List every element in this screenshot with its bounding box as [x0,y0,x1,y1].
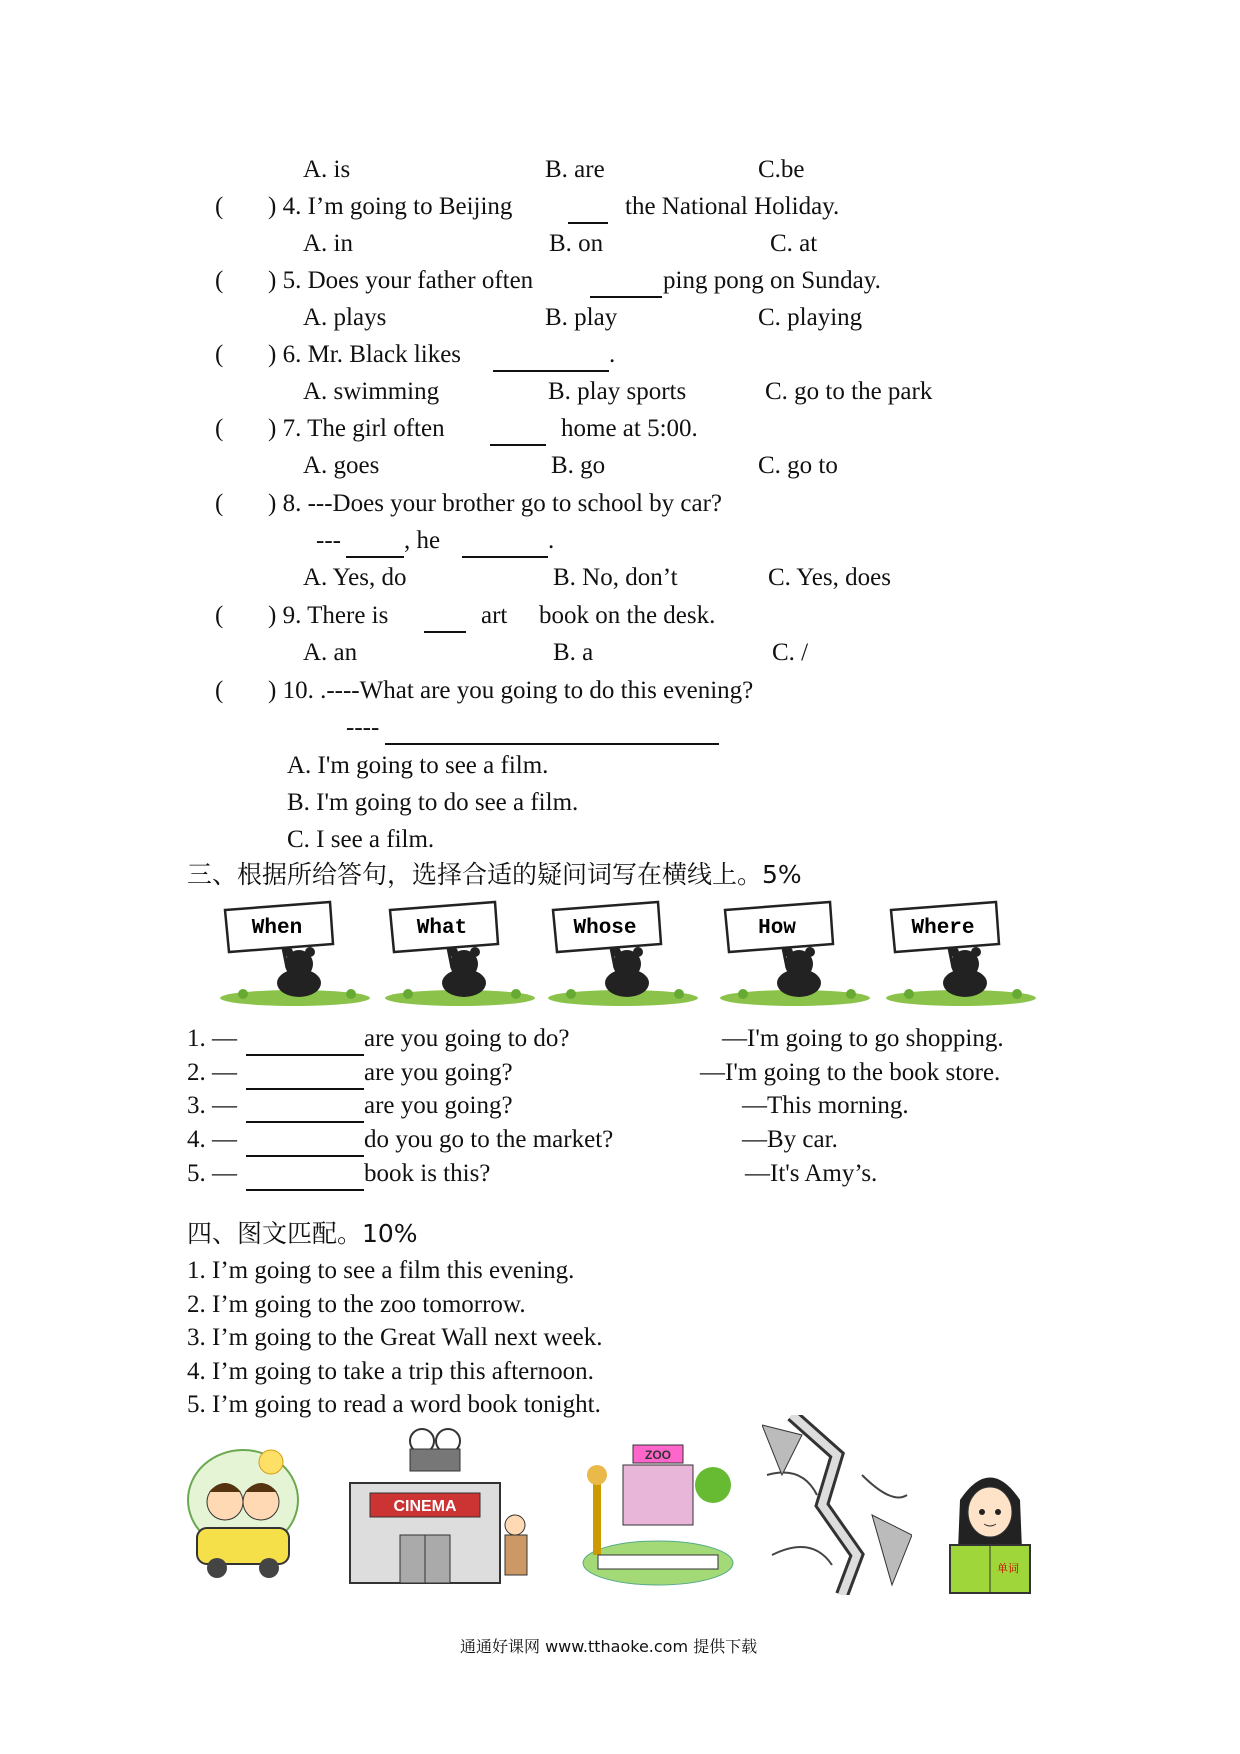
s3-item-number: 4. — [187,1126,237,1153]
q4-blank[interactable] [568,200,608,224]
q5-option-b: B. play [545,304,618,331]
s3-item-number: 2. — [187,1059,237,1086]
q9-stem: ) 9. There is [268,602,389,629]
q9-option-b: B. a [553,639,594,666]
q6-option-c: C. go to the park [765,378,933,405]
q9-paren: ( [215,602,224,629]
q8-option-c: C. Yes, does [768,564,891,591]
great-wall-picture [762,1415,912,1595]
cinema-sign-text: CINEMA [393,1498,457,1515]
trip-car-picture [183,1440,303,1590]
s3-item-blank[interactable] [246,1167,364,1191]
q6-option-a: A. swimming [303,378,440,405]
q8-answer-mid: , he [404,527,441,554]
girl-reading-picture [940,1460,1040,1595]
q10-option-a: A. I'm going to see a film. [287,752,549,779]
q8-stem: ) 8. ---Does your brother go to school by car? [268,490,723,517]
q7-stem-end: home at 5:00. [561,415,698,442]
s3-item-number: 5. — [187,1160,237,1187]
q5-blank[interactable] [590,274,662,298]
q9-option-c: C. / [772,639,809,666]
q4-stem: ) 4. I’m going to Beijing [268,193,513,220]
q6-blank[interactable] [493,348,609,372]
q8-blank-2[interactable] [462,534,548,558]
sign-when [215,898,375,1008]
q7-paren: ( [215,415,224,442]
q5-option-a: A. plays [303,304,387,331]
q7-stem: ) 7. The girl often [268,415,445,442]
q4-stem-end: the National Holiday. [625,193,840,220]
s3-item-answer: —By car. [742,1126,838,1153]
sign-label: How [758,917,796,940]
q10-blank[interactable] [385,721,719,745]
q4-option-a: A. in [303,230,353,257]
q5-option-c: C. playing [758,304,863,331]
s3-item-number: 3. — [187,1092,237,1119]
q10-answer-prefix: ---- [346,714,380,741]
q8-answer-end: . [548,527,555,554]
q8-answer-prefix: --- [316,527,341,554]
q8-option-a: A. Yes, do [303,564,407,591]
s3-item-blank[interactable] [246,1133,364,1157]
q4-option-c: C. at [770,230,818,257]
q10-option-b: B. I'm going to do see a film. [287,789,579,816]
s3-item-number: 1. — [187,1025,237,1052]
zoo-sign-text: ZOO [645,1448,671,1462]
sign-label: When [251,917,303,940]
q9-blank[interactable] [424,609,466,633]
s4-item: 2. I’m going to the zoo tomorrow. [187,1290,526,1318]
q10-stem: ) 10. .----What are you going to do this evening? [268,677,754,704]
s3-item-question: are you going? [364,1059,513,1086]
q7-blank[interactable] [490,422,546,446]
q5-stem-end: ping pong on Sunday. [663,267,881,294]
s3-item-blank[interactable] [246,1032,364,1056]
cinema-picture [340,1425,540,1590]
s4-item: 5. I’m going to read a word book tonight. [187,1391,601,1418]
page-footer: 通通好课网 www.tthaoke.com 提供下载 [460,1637,758,1656]
s4-item: 4. I’m going to take a trip this afternoon. [187,1357,594,1385]
q8-option-b: B. No, don’t [553,564,678,591]
q7-option-c: C. go to [758,452,838,479]
q6-stem-end: . [609,341,616,368]
sign-whose [543,898,703,1008]
sign-where [881,898,1041,1008]
q5-paren: ( [215,267,224,294]
s3-item-answer: —I'm going to the book store. [700,1059,1001,1086]
q3-option-a: A. is [303,156,351,183]
sign-how [715,898,875,1008]
q10-option-c: C. I see a film. [287,826,435,853]
s3-item-question: do you go to the market? [364,1126,614,1153]
zoo-picture [578,1435,738,1590]
s3-item-question: book is this? [364,1160,491,1187]
q3-option-c: C.be [758,156,805,183]
sign-label: Whose [573,917,637,940]
s3-item-question: are you going to do? [364,1025,570,1052]
q6-option-b: B. play sports [548,378,687,405]
section3-title: 三、根据所给答句，选择合适的疑问词写在横线上。5% [187,860,802,889]
s3-item-answer: —It's Amy’s. [745,1160,878,1187]
book-cover-text: 单词 [997,1562,1019,1575]
section4-title: 四、图文匹配。10% [187,1219,418,1248]
q7-option-a: A. goes [303,452,380,479]
sign-label: Where [911,917,975,940]
q4-option-b: B. on [549,230,604,257]
q8-blank-1[interactable] [346,534,404,558]
q6-stem: ) 6. Mr. Black likes [268,341,462,368]
sign-label: What [416,917,468,940]
q4-paren: ( [215,193,224,220]
q10-paren: ( [215,677,224,704]
s3-item-answer: —This morning. [742,1092,909,1119]
q5-stem: ) 5. Does your father often [268,267,534,294]
s4-item: 3. I’m going to the Great Wall next week. [187,1324,603,1351]
sign-what [380,898,540,1008]
q6-paren: ( [215,341,224,368]
s4-item: 1. I’m going to see a film this evening. [187,1257,575,1284]
q9-stem-mid: art [481,602,508,629]
s3-item-blank[interactable] [246,1099,364,1123]
q9-stem-end: book on the desk. [539,602,716,629]
s3-item-question: are you going? [364,1092,513,1119]
s3-item-answer: —I'm going to go shopping. [722,1025,1004,1052]
s3-item-blank[interactable] [246,1066,364,1090]
q3-option-b: B. are [545,156,605,183]
q9-option-a: A. an [303,639,358,666]
q7-option-b: B. go [551,452,606,479]
q8-paren: ( [215,490,224,517]
